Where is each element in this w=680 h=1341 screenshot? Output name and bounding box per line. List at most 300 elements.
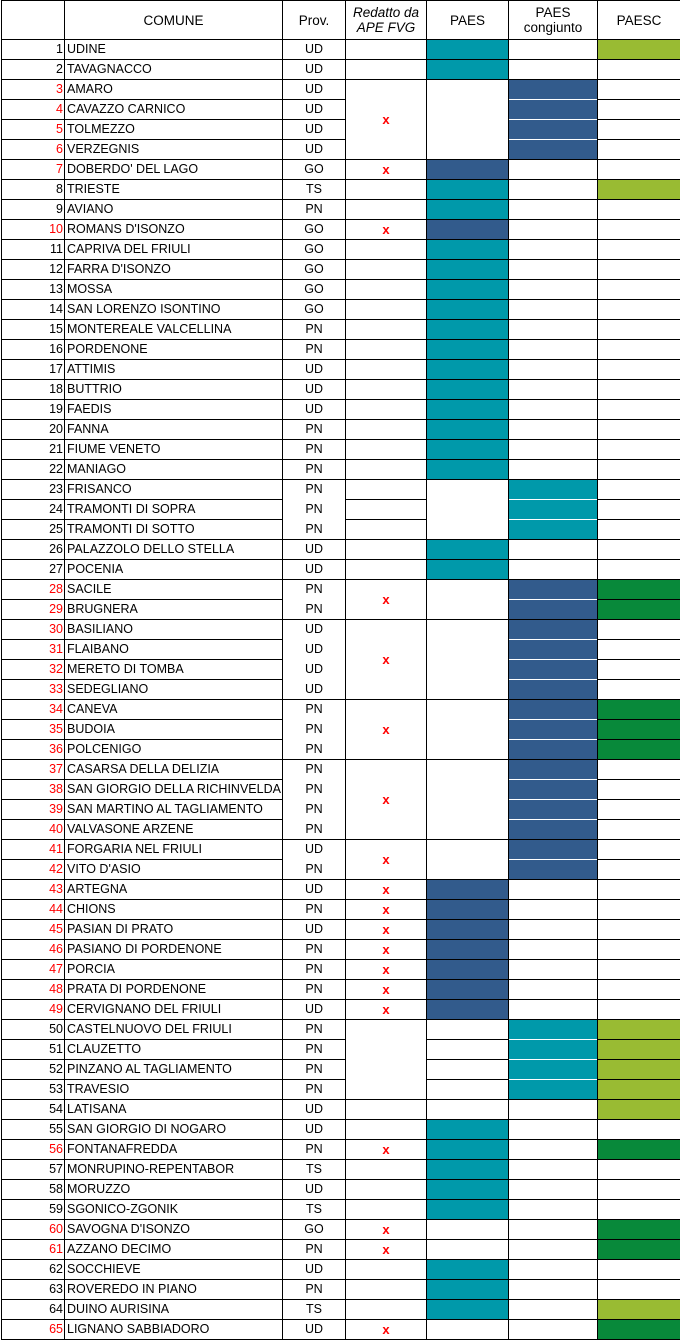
- ape-fvg-cell: [346, 1100, 427, 1120]
- ape-fvg-cell: [346, 340, 427, 360]
- province-code: PN: [283, 820, 346, 840]
- province-code: UD: [283, 680, 346, 700]
- paes-congiunto-cell: [509, 540, 598, 560]
- ape-fvg-cell: [346, 260, 427, 280]
- table-row: [2, 1020, 680, 1040]
- paesc-cell: [598, 40, 680, 60]
- ape-fvg-cell: [346, 360, 427, 380]
- comune-name: SACILE: [65, 580, 283, 600]
- paes-cell: [427, 980, 509, 1000]
- comune-name: CAPRIVA DEL FRIULI: [65, 240, 283, 260]
- paesc-cell: [598, 1320, 680, 1340]
- ape-fvg-cell: [346, 460, 427, 480]
- paesc-cell: [598, 760, 680, 780]
- paes-cell: [427, 1160, 509, 1180]
- row-number: 16: [2, 340, 65, 360]
- row-number: 3: [2, 80, 65, 100]
- row-number: 34: [2, 700, 65, 720]
- province-code: PN: [283, 520, 346, 540]
- province-code: UD: [283, 920, 346, 940]
- table-row: [2, 1320, 680, 1340]
- row-number: 29: [2, 600, 65, 620]
- paes-cell: [427, 100, 509, 120]
- ape-fvg-cell: x: [346, 880, 427, 900]
- row-number: 43: [2, 880, 65, 900]
- header-prov: Prov.: [283, 1, 346, 40]
- table-row: [2, 200, 680, 220]
- province-code: UD: [283, 560, 346, 580]
- row-number: 40: [2, 820, 65, 840]
- province-code: UD: [283, 80, 346, 100]
- paes-cell: [427, 460, 509, 480]
- province-code: PN: [283, 1080, 346, 1100]
- paesc-cell: [598, 680, 680, 700]
- paes-congiunto-cell: [509, 1080, 598, 1100]
- paes-cell: [427, 260, 509, 280]
- comune-name: FONTANAFREDDA: [65, 1140, 283, 1160]
- row-number: 6: [2, 140, 65, 160]
- comune-name: SGONICO-ZGONIK: [65, 1200, 283, 1220]
- province-code: GO: [283, 160, 346, 180]
- comune-name: BUTTRIO: [65, 380, 283, 400]
- row-number: 52: [2, 1060, 65, 1080]
- row-number: 58: [2, 1180, 65, 1200]
- row-number: 25: [2, 520, 65, 540]
- ape-fvg-cell: [346, 1020, 427, 1100]
- paesc-cell: [598, 140, 680, 160]
- table-row: [2, 260, 680, 280]
- paes-congiunto-cell: [509, 900, 598, 920]
- ape-fvg-cell: x: [346, 1320, 427, 1340]
- paes-congiunto-cell: [509, 40, 598, 60]
- province-code: UD: [283, 640, 346, 660]
- paesc-cell: [598, 540, 680, 560]
- paes-congiunto-cell: [509, 1280, 598, 1300]
- province-code: UD: [283, 60, 346, 80]
- ape-fvg-cell: [346, 200, 427, 220]
- row-number: 46: [2, 940, 65, 960]
- row-number: 23: [2, 480, 65, 500]
- header-paes: PAES: [427, 1, 509, 40]
- row-number: 35: [2, 720, 65, 740]
- ape-fvg-cell: x: [346, 700, 427, 760]
- province-code: GO: [283, 1220, 346, 1240]
- paes-congiunto-cell: [509, 240, 598, 260]
- paesc-cell: [598, 460, 680, 480]
- province-code: UD: [283, 360, 346, 380]
- paes-congiunto-cell: [509, 660, 598, 680]
- paes-cell: [427, 300, 509, 320]
- province-code: GO: [283, 220, 346, 240]
- province-code: TS: [283, 180, 346, 200]
- paesc-cell: [598, 720, 680, 740]
- table-row: [2, 40, 680, 60]
- paes-congiunto-cell: [509, 980, 598, 1000]
- table-row: [2, 1000, 680, 1020]
- paes-cell: [427, 1220, 509, 1240]
- paes-cell: [427, 580, 509, 600]
- paesc-cell: [598, 420, 680, 440]
- ape-fvg-cell: [346, 1200, 427, 1220]
- paes-congiunto-cell: [509, 700, 598, 720]
- header-paesc: PAESC: [598, 1, 680, 40]
- province-code: PN: [283, 800, 346, 820]
- ape-fvg-cell: [346, 280, 427, 300]
- table-row: [2, 800, 680, 820]
- paes-congiunto-cell: [509, 1180, 598, 1200]
- paesc-cell: [598, 1100, 680, 1120]
- province-code: UD: [283, 660, 346, 680]
- row-number: 39: [2, 800, 65, 820]
- row-number: 27: [2, 560, 65, 580]
- ape-fvg-cell: x: [346, 620, 427, 700]
- province-code: PN: [283, 320, 346, 340]
- paesc-cell: [598, 880, 680, 900]
- ape-fvg-cell: x: [346, 960, 427, 980]
- ape-fvg-cell: x: [346, 1140, 427, 1160]
- row-number: 1: [2, 40, 65, 60]
- comune-name: PINZANO AL TAGLIAMENTO: [65, 1060, 283, 1080]
- comune-name: SAN LORENZO ISONTINO: [65, 300, 283, 320]
- province-code: PN: [283, 720, 346, 740]
- table-row: [2, 1220, 680, 1240]
- paesc-cell: [598, 480, 680, 500]
- row-number: 63: [2, 1280, 65, 1300]
- paes-cell: [427, 360, 509, 380]
- paes-cell: [427, 1100, 509, 1120]
- paesc-cell: [598, 560, 680, 580]
- table-row: [2, 1140, 680, 1160]
- paes-congiunto-cell: [509, 340, 598, 360]
- province-code: GO: [283, 260, 346, 280]
- comune-name: SEDEGLIANO: [65, 680, 283, 700]
- comune-name: VALVASONE ARZENE: [65, 820, 283, 840]
- row-number: 28: [2, 580, 65, 600]
- row-number: 41: [2, 840, 65, 860]
- province-code: PN: [283, 200, 346, 220]
- ape-fvg-cell: x: [346, 1220, 427, 1240]
- comune-name: CASTELNUOVO DEL FRIULI: [65, 1020, 283, 1040]
- paes-congiunto-cell: [509, 880, 598, 900]
- ape-fvg-cell: [346, 440, 427, 460]
- comune-name: SOCCHIEVE: [65, 1260, 283, 1280]
- paes-cell: [427, 480, 509, 500]
- paes-congiunto-cell: [509, 1020, 598, 1040]
- table-row: [2, 140, 680, 160]
- table-row: [2, 1060, 680, 1080]
- comune-name: CLAUZETTO: [65, 1040, 283, 1060]
- paes-cell: [427, 1080, 509, 1100]
- paes-cell: [427, 220, 509, 240]
- table-row: [2, 1180, 680, 1200]
- ape-fvg-cell: x: [346, 760, 427, 840]
- table-row: [2, 480, 680, 500]
- ape-fvg-cell: x: [346, 940, 427, 960]
- paes-congiunto-cell: [509, 960, 598, 980]
- paes-congiunto-cell: [509, 1120, 598, 1140]
- province-code: PN: [283, 580, 346, 600]
- paes-congiunto-cell: [509, 1000, 598, 1020]
- comune-name: AZZANO DECIMO: [65, 1240, 283, 1260]
- comune-name: PASIANO DI PORDENONE: [65, 940, 283, 960]
- table-row: [2, 300, 680, 320]
- comune-name: ROMANS D'ISONZO: [65, 220, 283, 240]
- paesc-cell: [598, 1080, 680, 1100]
- comune-name: ROVEREDO IN PIANO: [65, 1280, 283, 1300]
- header-ape-line1: Redatto da: [352, 5, 420, 20]
- paesc-cell: [598, 1020, 680, 1040]
- paes-cell: [427, 400, 509, 420]
- paes-cell: [427, 920, 509, 940]
- paes-congiunto-cell: [509, 720, 598, 740]
- province-code: PN: [283, 900, 346, 920]
- province-code: PN: [283, 1040, 346, 1060]
- row-number: 24: [2, 500, 65, 520]
- paes-cell: [427, 720, 509, 740]
- province-code: PN: [283, 1140, 346, 1160]
- province-code: TS: [283, 1160, 346, 1180]
- row-number: 44: [2, 900, 65, 920]
- row-number: 61: [2, 1240, 65, 1260]
- paesc-cell: [598, 220, 680, 240]
- paes-cell: [427, 320, 509, 340]
- paes-congiunto-cell: [509, 920, 598, 940]
- row-number: 15: [2, 320, 65, 340]
- province-code: UD: [283, 1320, 346, 1340]
- table-row: [2, 220, 680, 240]
- paesc-cell: [598, 920, 680, 940]
- row-number: 56: [2, 1140, 65, 1160]
- ape-fvg-cell: [346, 300, 427, 320]
- paesc-cell: [598, 180, 680, 200]
- row-number: 14: [2, 300, 65, 320]
- paes-cell: [427, 280, 509, 300]
- paesc-cell: [598, 260, 680, 280]
- paes-congiunto-cell: [509, 600, 598, 620]
- province-code: UD: [283, 40, 346, 60]
- table-row: [2, 1200, 680, 1220]
- comune-name: PRATA DI PORDENONE: [65, 980, 283, 1000]
- ape-fvg-cell: [346, 1160, 427, 1180]
- paesc-cell: [598, 1280, 680, 1300]
- paesc-cell: [598, 800, 680, 820]
- table-row: [2, 920, 680, 940]
- header-ape-line2: APE FVG: [356, 20, 416, 35]
- table-row: [2, 540, 680, 560]
- comune-name: FIUME VENETO: [65, 440, 283, 460]
- paes-cell: [427, 680, 509, 700]
- paesc-cell: [598, 1000, 680, 1020]
- comune-name: POLCENIGO: [65, 740, 283, 760]
- row-number: 47: [2, 960, 65, 980]
- paes-congiunto-cell: [509, 520, 598, 540]
- ape-fvg-cell: x: [346, 840, 427, 880]
- paes-cell: [427, 1280, 509, 1300]
- paes-congiunto-cell: [509, 620, 598, 640]
- paes-congiunto-cell: [509, 1200, 598, 1220]
- table-row: [2, 560, 680, 580]
- header-num: [2, 1, 65, 40]
- table-row: [2, 740, 680, 760]
- paes-cell: [427, 160, 509, 180]
- paes-cell: [427, 80, 509, 100]
- row-number: 8: [2, 180, 65, 200]
- paesc-cell: [598, 400, 680, 420]
- table-row: [2, 660, 680, 680]
- header-congiunto: [509, 1, 598, 40]
- table-row: [2, 160, 680, 180]
- table-body: [2, 40, 680, 1340]
- paes-congiunto-cell: [509, 1040, 598, 1060]
- table-row: [2, 60, 680, 80]
- comune-name: CANEVA: [65, 700, 283, 720]
- paes-cell: [427, 840, 509, 860]
- paesc-cell: [598, 620, 680, 640]
- province-code: PN: [283, 440, 346, 460]
- row-number: 2: [2, 60, 65, 80]
- comune-name: DOBERDO' DEL LAGO: [65, 160, 283, 180]
- table-row: [2, 900, 680, 920]
- table-row: [2, 380, 680, 400]
- paes-congiunto-cell: [509, 460, 598, 480]
- province-code: PN: [283, 1280, 346, 1300]
- paesc-cell: [598, 300, 680, 320]
- table-row: [2, 960, 680, 980]
- row-number: 45: [2, 920, 65, 940]
- paes-congiunto-cell: [509, 860, 598, 880]
- comune-name: BASILIANO: [65, 620, 283, 640]
- paes-cell: [427, 620, 509, 640]
- table-row: [2, 1260, 680, 1280]
- ape-fvg-cell: [346, 520, 427, 540]
- paesc-cell: [598, 700, 680, 720]
- province-code: UD: [283, 400, 346, 420]
- table-row: [2, 440, 680, 460]
- row-number: 57: [2, 1160, 65, 1180]
- paes-congiunto-cell: [509, 760, 598, 780]
- paes-cell: [427, 1300, 509, 1320]
- province-code: PN: [283, 1020, 346, 1040]
- comune-name: MORUZZO: [65, 1180, 283, 1200]
- paes-congiunto-cell: [509, 60, 598, 80]
- paes-congiunto-cell: [509, 1260, 598, 1280]
- row-number: 50: [2, 1020, 65, 1040]
- paesc-cell: [598, 360, 680, 380]
- ape-fvg-cell: x: [346, 580, 427, 620]
- province-code: PN: [283, 780, 346, 800]
- paes-congiunto-cell: [509, 680, 598, 700]
- province-code: UD: [283, 120, 346, 140]
- row-number: 19: [2, 400, 65, 420]
- paesc-cell: [598, 900, 680, 920]
- ape-fvg-cell: x: [346, 1000, 427, 1020]
- ape-fvg-cell: x: [346, 920, 427, 940]
- paesc-cell: [598, 780, 680, 800]
- paes-cell: [427, 900, 509, 920]
- paes-cell: [427, 380, 509, 400]
- paes-cell: [427, 880, 509, 900]
- paes-cell: [427, 800, 509, 820]
- paes-cell: [427, 1200, 509, 1220]
- paes-cell: [427, 1040, 509, 1060]
- province-code: UD: [283, 380, 346, 400]
- paesc-cell: [598, 1040, 680, 1060]
- province-code: PN: [283, 480, 346, 500]
- paes-congiunto-cell: [509, 940, 598, 960]
- row-number: 22: [2, 460, 65, 480]
- paesc-cell: [598, 200, 680, 220]
- table-row: [2, 580, 680, 600]
- paes-cell: [427, 1180, 509, 1200]
- paes-cell: [427, 440, 509, 460]
- comune-name: TRAMONTI DI SOPRA: [65, 500, 283, 520]
- header-row: [2, 1, 680, 40]
- comune-name: FARRA D'ISONZO: [65, 260, 283, 280]
- row-number: 13: [2, 280, 65, 300]
- paesc-cell: [598, 1180, 680, 1200]
- province-code: UD: [283, 1180, 346, 1200]
- ape-fvg-cell: [346, 180, 427, 200]
- table-row: [2, 1240, 680, 1260]
- comune-name: SAVOGNA D'ISONZO: [65, 1220, 283, 1240]
- table-row: [2, 760, 680, 780]
- paesc-cell: [598, 160, 680, 180]
- province-code: PN: [283, 700, 346, 720]
- ape-fvg-cell: x: [346, 980, 427, 1000]
- table-row: [2, 80, 680, 100]
- paesc-cell: [598, 1140, 680, 1160]
- table-row: [2, 980, 680, 1000]
- row-number: 31: [2, 640, 65, 660]
- paes-cell: [427, 1020, 509, 1040]
- paesc-cell: [598, 100, 680, 120]
- row-number: 17: [2, 360, 65, 380]
- ape-fvg-cell: [346, 560, 427, 580]
- paes-cell: [427, 240, 509, 260]
- comune-name: ATTIMIS: [65, 360, 283, 380]
- ape-fvg-cell: x: [346, 900, 427, 920]
- province-code: PN: [283, 760, 346, 780]
- ape-fvg-cell: x: [346, 80, 427, 160]
- row-number: 4: [2, 100, 65, 120]
- comune-name: CERVIGNANO DEL FRIULI: [65, 1000, 283, 1020]
- paesc-cell: [598, 840, 680, 860]
- ape-fvg-cell: [346, 1280, 427, 1300]
- province-code: UD: [283, 540, 346, 560]
- province-code: PN: [283, 500, 346, 520]
- comune-name: TAVAGNACCO: [65, 60, 283, 80]
- comune-name: UDINE: [65, 40, 283, 60]
- comune-name: MONTEREALE VALCELLINA: [65, 320, 283, 340]
- row-number: 7: [2, 160, 65, 180]
- paes-congiunto-cell: [509, 200, 598, 220]
- table-row: [2, 720, 680, 740]
- comune-name: CAVAZZO CARNICO: [65, 100, 283, 120]
- table-row: [2, 700, 680, 720]
- province-code: PN: [283, 600, 346, 620]
- paes-cell: [427, 640, 509, 660]
- paesc-cell: [598, 60, 680, 80]
- row-number: 59: [2, 1200, 65, 1220]
- ape-fvg-cell: x: [346, 220, 427, 240]
- table-row: [2, 420, 680, 440]
- comune-name: POCENIA: [65, 560, 283, 580]
- province-code: UD: [283, 1260, 346, 1280]
- table-row: [2, 840, 680, 860]
- row-number: 60: [2, 1220, 65, 1240]
- paesc-cell: [598, 600, 680, 620]
- paesc-cell: [598, 320, 680, 340]
